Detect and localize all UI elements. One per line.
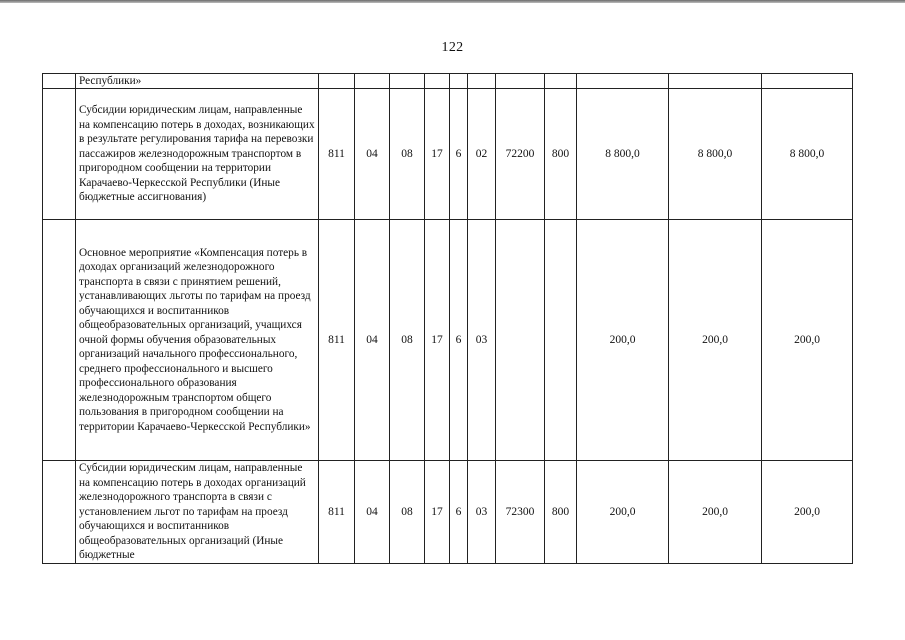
section-code-cell: 04 bbox=[355, 89, 390, 220]
measure-code-cell bbox=[468, 74, 496, 89]
program-code-cell: 17 bbox=[425, 461, 450, 564]
direction-code-cell bbox=[496, 74, 545, 89]
description-cell: Основное мероприятие «Компенсация потерь в доходах организаций железнодорожного транспорта в связи с принятием решений, устанавливающих льготы по тарифам на проезд обучающихся и воспитанников общеобразовательных организаций, учащихся очной формы обучения образовательных организаций начального профессионального, среднего профессионального и высшего профессионального образования железнодорожным транспортом общего пользования в пригородном сообщении на территории Карачаево-Черкесской Республики» bbox=[76, 220, 319, 461]
owner-code-cell bbox=[319, 74, 355, 89]
subprogram-code-cell: 6 bbox=[450, 220, 468, 461]
table-row bbox=[43, 220, 853, 461]
amount-cell-2: 200,0 bbox=[669, 461, 762, 564]
expense-type-cell: 800 bbox=[545, 461, 577, 564]
subprogram-code-cell bbox=[450, 74, 468, 89]
subsection-code-cell: 08 bbox=[390, 220, 425, 461]
amount-cell-1: 8 800,0 bbox=[577, 89, 669, 220]
subprogram-code-cell: 6 bbox=[450, 461, 468, 564]
row-marker-cell bbox=[43, 74, 76, 89]
amount-cell-3: 200,0 bbox=[762, 220, 853, 461]
amount-cell-3: 200,0 bbox=[762, 461, 853, 564]
direction-code-cell: 72300 bbox=[496, 461, 545, 564]
amount-cell-2 bbox=[669, 74, 762, 89]
budget-table bbox=[42, 73, 853, 564]
section-code-cell: 04 bbox=[355, 220, 390, 461]
owner-code-cell: 811 bbox=[319, 220, 355, 461]
program-code-cell: 17 bbox=[425, 89, 450, 220]
owner-code-cell: 811 bbox=[319, 89, 355, 220]
direction-code-cell bbox=[496, 220, 545, 461]
row-marker-cell bbox=[43, 220, 76, 461]
owner-code-cell: 811 bbox=[319, 461, 355, 564]
section-code-cell: 04 bbox=[355, 461, 390, 564]
amount-cell-2: 200,0 bbox=[669, 220, 762, 461]
amount-cell-1: 200,0 bbox=[577, 461, 669, 564]
amount-cell-3: 8 800,0 bbox=[762, 89, 853, 220]
expense-type-cell bbox=[545, 74, 577, 89]
measure-code-cell: 03 bbox=[468, 461, 496, 564]
table-row bbox=[43, 74, 853, 89]
amount-cell-3 bbox=[762, 74, 853, 89]
description-cell: Республики» bbox=[76, 74, 319, 89]
row-marker-cell bbox=[43, 461, 76, 564]
subsection-code-cell: 08 bbox=[390, 89, 425, 220]
subsection-code-cell: 08 bbox=[390, 461, 425, 564]
table-row bbox=[43, 461, 853, 564]
expense-type-cell: 800 bbox=[545, 89, 577, 220]
description-cell: Субсидии юридическим лицам, направленные на компенсацию потерь в доходах, возникающих в результате регулирования тарифа на перевозки пассажиров железнодорожным транспортом в пригородном сообщении на территории Карачаево-Черкесской Республики (Иные бюджетные ассигнования) bbox=[76, 89, 319, 220]
program-code-cell: 17 bbox=[425, 220, 450, 461]
amount-cell-2: 8 800,0 bbox=[669, 89, 762, 220]
table-row bbox=[43, 89, 853, 220]
program-code-cell bbox=[425, 74, 450, 89]
measure-code-cell: 02 bbox=[468, 89, 496, 220]
description-cell: Субсидии юридическим лицам, направленные на компенсацию потерь в доходах организаций железнодорожного транспорта в связи с установлением льгот по тарифам на проезд обучающихся и воспитанников общеобразовательных организаций (Иные бюджетные bbox=[76, 461, 319, 564]
scan-edge bbox=[0, 0, 905, 3]
section-code-cell bbox=[355, 74, 390, 89]
measure-code-cell: 03 bbox=[468, 220, 496, 461]
subsection-code-cell bbox=[390, 74, 425, 89]
amount-cell-1 bbox=[577, 74, 669, 89]
subprogram-code-cell: 6 bbox=[450, 89, 468, 220]
direction-code-cell: 72200 bbox=[496, 89, 545, 220]
row-marker-cell bbox=[43, 89, 76, 220]
amount-cell-1: 200,0 bbox=[577, 220, 669, 461]
expense-type-cell bbox=[545, 220, 577, 461]
page-number: 122 bbox=[441, 40, 464, 55]
